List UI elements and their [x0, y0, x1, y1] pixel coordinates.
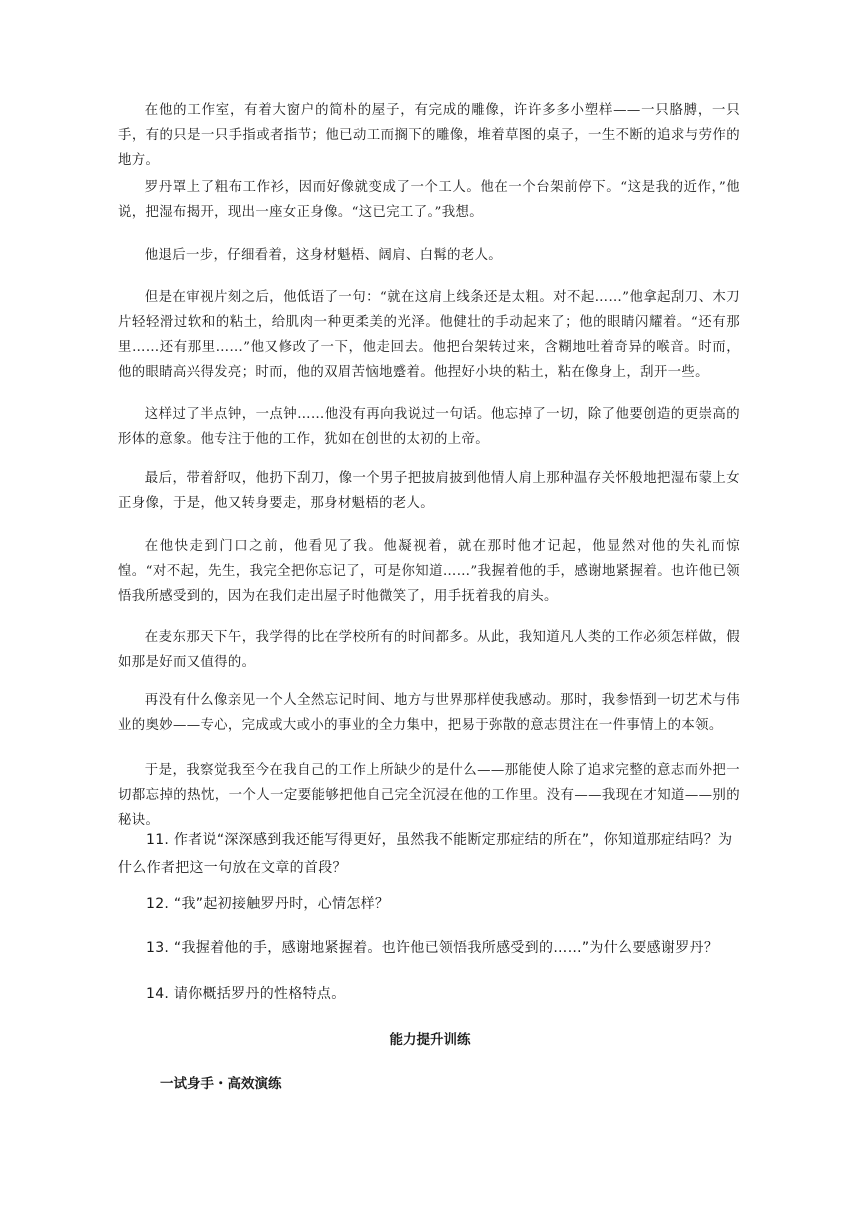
- section-title: 能力提升训练: [389, 1032, 471, 1048]
- question-14: 14. 请你概括罗丹的性格特点。: [146, 986, 346, 1002]
- paragraph-workshop: 在他的工作室，有着大窗户的简朴的屋子，有完成的雕像，许许多多小塑样——一只胳膊，一只手，有的只是一只手指或者指节；他已动工而搁下的雕像，堆着草图的桌子，一生不断的追求与劳作的地方。: [118, 103, 740, 168]
- question-12: 12. “我”起初接触罗丹时，心情怎样？: [146, 896, 390, 912]
- paragraph-conclusion: 于是，我察觉我至今在我自己的工作上所缺少的是什么——那能使人除了追求完整的意志而外把一切都忘掉的热忱，一个人一定要能够把他自己完全沉浸在他的工作里。没有——我现在才知道——别的秘诀。: [118, 763, 740, 828]
- question-11: 11. 作者说“深深感到我还能写得更好，虽然我不能断定那症结的所在”，你知道那症结吗？为什么作者把这一句放在文章的首段？: [118, 832, 733, 876]
- paragraph-meudon: 在麦东那天下午，我学得的比在学校所有的时间都多。从此，我知道凡人类的工作必须怎样做，假如那是好而又值得的。: [118, 630, 740, 670]
- paragraph-revising: 但是在审视片刻之后，他低语了一句：“就在这肩上线条还是太粗。对不起……”他拿起刮刀、木刀片轻轻滑过软和的粘土，给肌肉一种更柔美的光泽。他健壮的手动起来了；他的眼睛闪耀着。“还有那里……还有那里……”他又修改了一下，他走回去。他把台架转过来，含糊地吐着奇异的喉音。时而，他的眼睛高兴得发亮；时而，他的双眉苦恼地蹙着。他捏好小块的粘土，粘在像身上，刮开一些。: [118, 290, 740, 380]
- paragraph-covering: 最后，带着舒叹，他扔下刮刀，像一个男子把披肩披到他情人肩上那种温存关怀般地把湿布蒙上女正身像，于是，他又转身要走，那身材魁梧的老人。: [118, 471, 740, 511]
- paragraph-at-door: 在他快走到门口之前，他看见了我。他凝视着，就在那时他才记起，他显然对他的失礼而惊惶。“对不起，先生，我完全把你忘记了，可是你知道……”我握着他的手，感谢地紧握着。也许他已领悟我所感受到的，因为在我们走出屋子时他微笑了，用手抚着我的肩头。: [118, 539, 740, 604]
- paragraph-step-back: 他退后一步，仔细看着，这身材魁梧、阔肩、白髯的老人。: [144, 248, 503, 263]
- paragraph-half-hour: 这样过了半点钟，一点钟……他没有再向我说过一句话。他忘掉了一切，除了他要创造的更崇高的形体的意象。他专注于他的工作，犹如在创世的太初的上帝。: [118, 407, 740, 447]
- paragraph-secret-of-art: 再没有什么像亲见一个人全然忘记时间、地方与世界那样使我感动。那时，我参悟到一切艺术与伟业的奥妙——专心，完成或大或小的事业的全力集中，把易于弥散的意志贯注在一件事情上的本领。: [118, 693, 740, 733]
- question-13: 13. “我握着他的手，感谢地紧握着。也许他已领悟我所感受到的……”为什么要感谢罗丹？: [146, 940, 719, 956]
- paragraph-work-shirt: 罗丹罩上了粗布工作衫，因而好像就变成了一个工人。他在一个台架前停下。“这是我的近作，”他说，把湿布揭开，现出一座女正身像。“这已完工了。”我想。: [118, 180, 740, 220]
- subsection-title: 一试身手・高效演练: [160, 1076, 282, 1092]
